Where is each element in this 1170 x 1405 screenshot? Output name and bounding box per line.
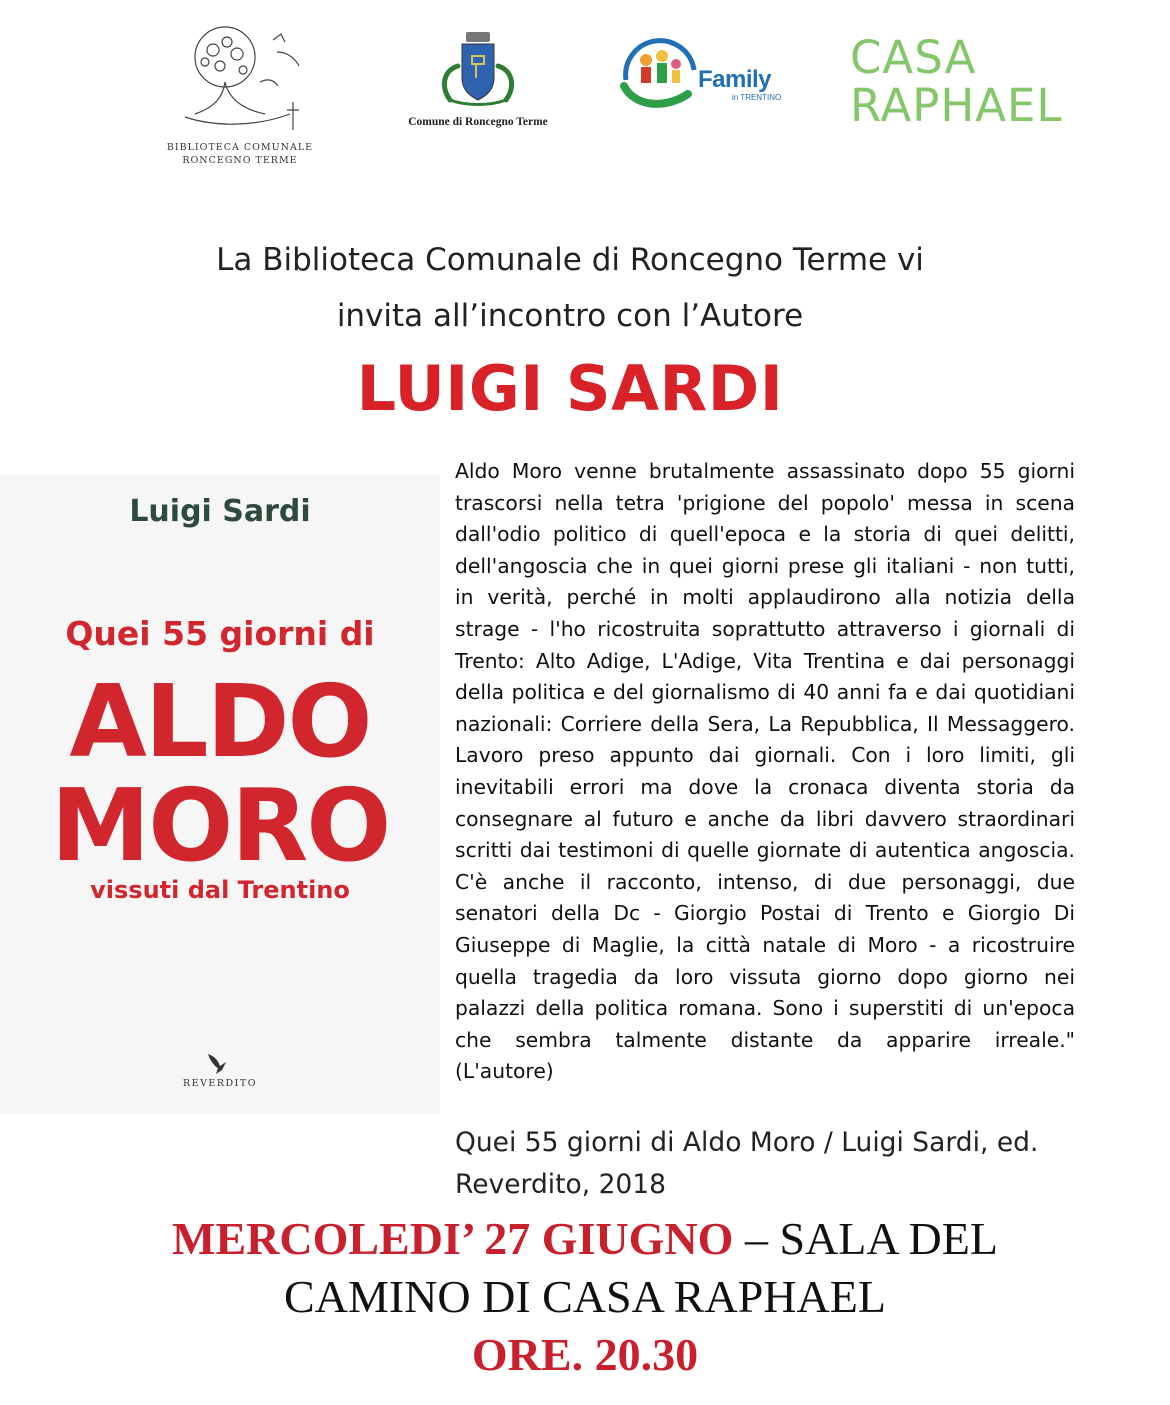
- family-word: Family: [698, 66, 772, 93]
- citation-line1: Quei 55 giorni di Aldo Moro / Luigi Sardi, ed.: [455, 1127, 1039, 1158]
- event-place-a: – SALA DEL: [733, 1213, 998, 1264]
- author-name-heading: LUIGI SARDI: [356, 352, 784, 425]
- comune-caption: Comune di Roncegno Terme: [408, 116, 548, 128]
- casa-raphael-line2: RAPHAEL: [850, 79, 1063, 132]
- event-line1: [40, 1210, 1130, 1268]
- invitation-line1: La Biblioteca Comunale di Roncegno Terme vi: [216, 242, 924, 278]
- coat-of-arms-icon: [428, 26, 528, 110]
- biblioteca-logo: [160, 22, 320, 172]
- publisher-bird-icon: [204, 1048, 234, 1076]
- book-citation: [455, 1122, 1095, 1206]
- event-time: ORE. 20.30: [471, 1329, 699, 1380]
- family-trentino-logo: [620, 38, 800, 118]
- cover-title-aldo: ALDO: [69, 663, 371, 780]
- tree-drawing-icon: [165, 22, 315, 140]
- cover-subtitle: vissuti dal Trentino: [90, 876, 350, 904]
- family-figures-icon: [620, 38, 700, 110]
- invitation-text: [100, 232, 1040, 344]
- casa-raphael-logo: [850, 31, 1070, 144]
- event-place-b: CAMINO DI CASA RAPHAEL: [284, 1271, 886, 1322]
- comune-logo: [392, 26, 564, 146]
- cover-publisher: REVERDITO: [182, 1078, 258, 1089]
- invitation-line2: invita all’incontro con l’Autore: [336, 298, 804, 334]
- cover-title-moro: MORO: [50, 767, 390, 884]
- event-date: MERCOLEDI’ 27 GIUGNO: [172, 1213, 734, 1264]
- family-subtext: in TRENTINO: [732, 93, 782, 102]
- cover-title-top: Quei 55 giorni di: [65, 614, 375, 653]
- biblioteca-caption-line2: RONCEGNO TERME: [182, 155, 298, 166]
- book-description: Aldo Moro venne brutalmente assassinato dopo 55 giorni trascorsi nella tetra 'prigione del popolo' messa in scena dall'odio politico di quell'epoca e la storia di quei delitti, dell'angoscia che in quei giorni prese gli italiani - non tutti, in verità, perché in molti applaudirono alla notizia della strage - l'ho ricostruita soprattutto attraverso i giornali di Trento: Alto Adige, L'Adige, Vita Trentina e dai personaggi della politica e del giornalismo di 40 anni fa e dai quotidiani nazionali: Corriere della Sera, La Repubblica, Il Messaggero. Lavoro preso appunto dai giornali. Con i loro limiti, gli inevitabili errori ma dove la cronaca diventa storia da consegnare al futuro e anche da libri davvero straordinari scritti dai testimoni di quelle giornate di autentica angoscia. C'è anche il racconto, intenso, di due personaggi, due senatori della Dc - Giorgio Postai di Trento e Giorgio Di Giuseppe di Maglie, la città natale di Moro - a ricostruire quella tragedia da loro vissuta giorno dopo giorno nei palazzi della politica romana. Sono i superstiti di un'epoca che sembra talmente distante da apparire irreale." (L'autore): [455, 459, 1075, 1084]
- event-details: [40, 1210, 1130, 1384]
- biblioteca-caption-line1: BIBLIOTECA COMUNALE: [166, 142, 314, 153]
- citation-line2: Reverdito, 2018: [455, 1169, 667, 1200]
- book-cover: [0, 474, 440, 1114]
- cover-author: Luigi Sardi: [129, 494, 311, 529]
- casa-raphael-line1: CASA: [850, 31, 977, 84]
